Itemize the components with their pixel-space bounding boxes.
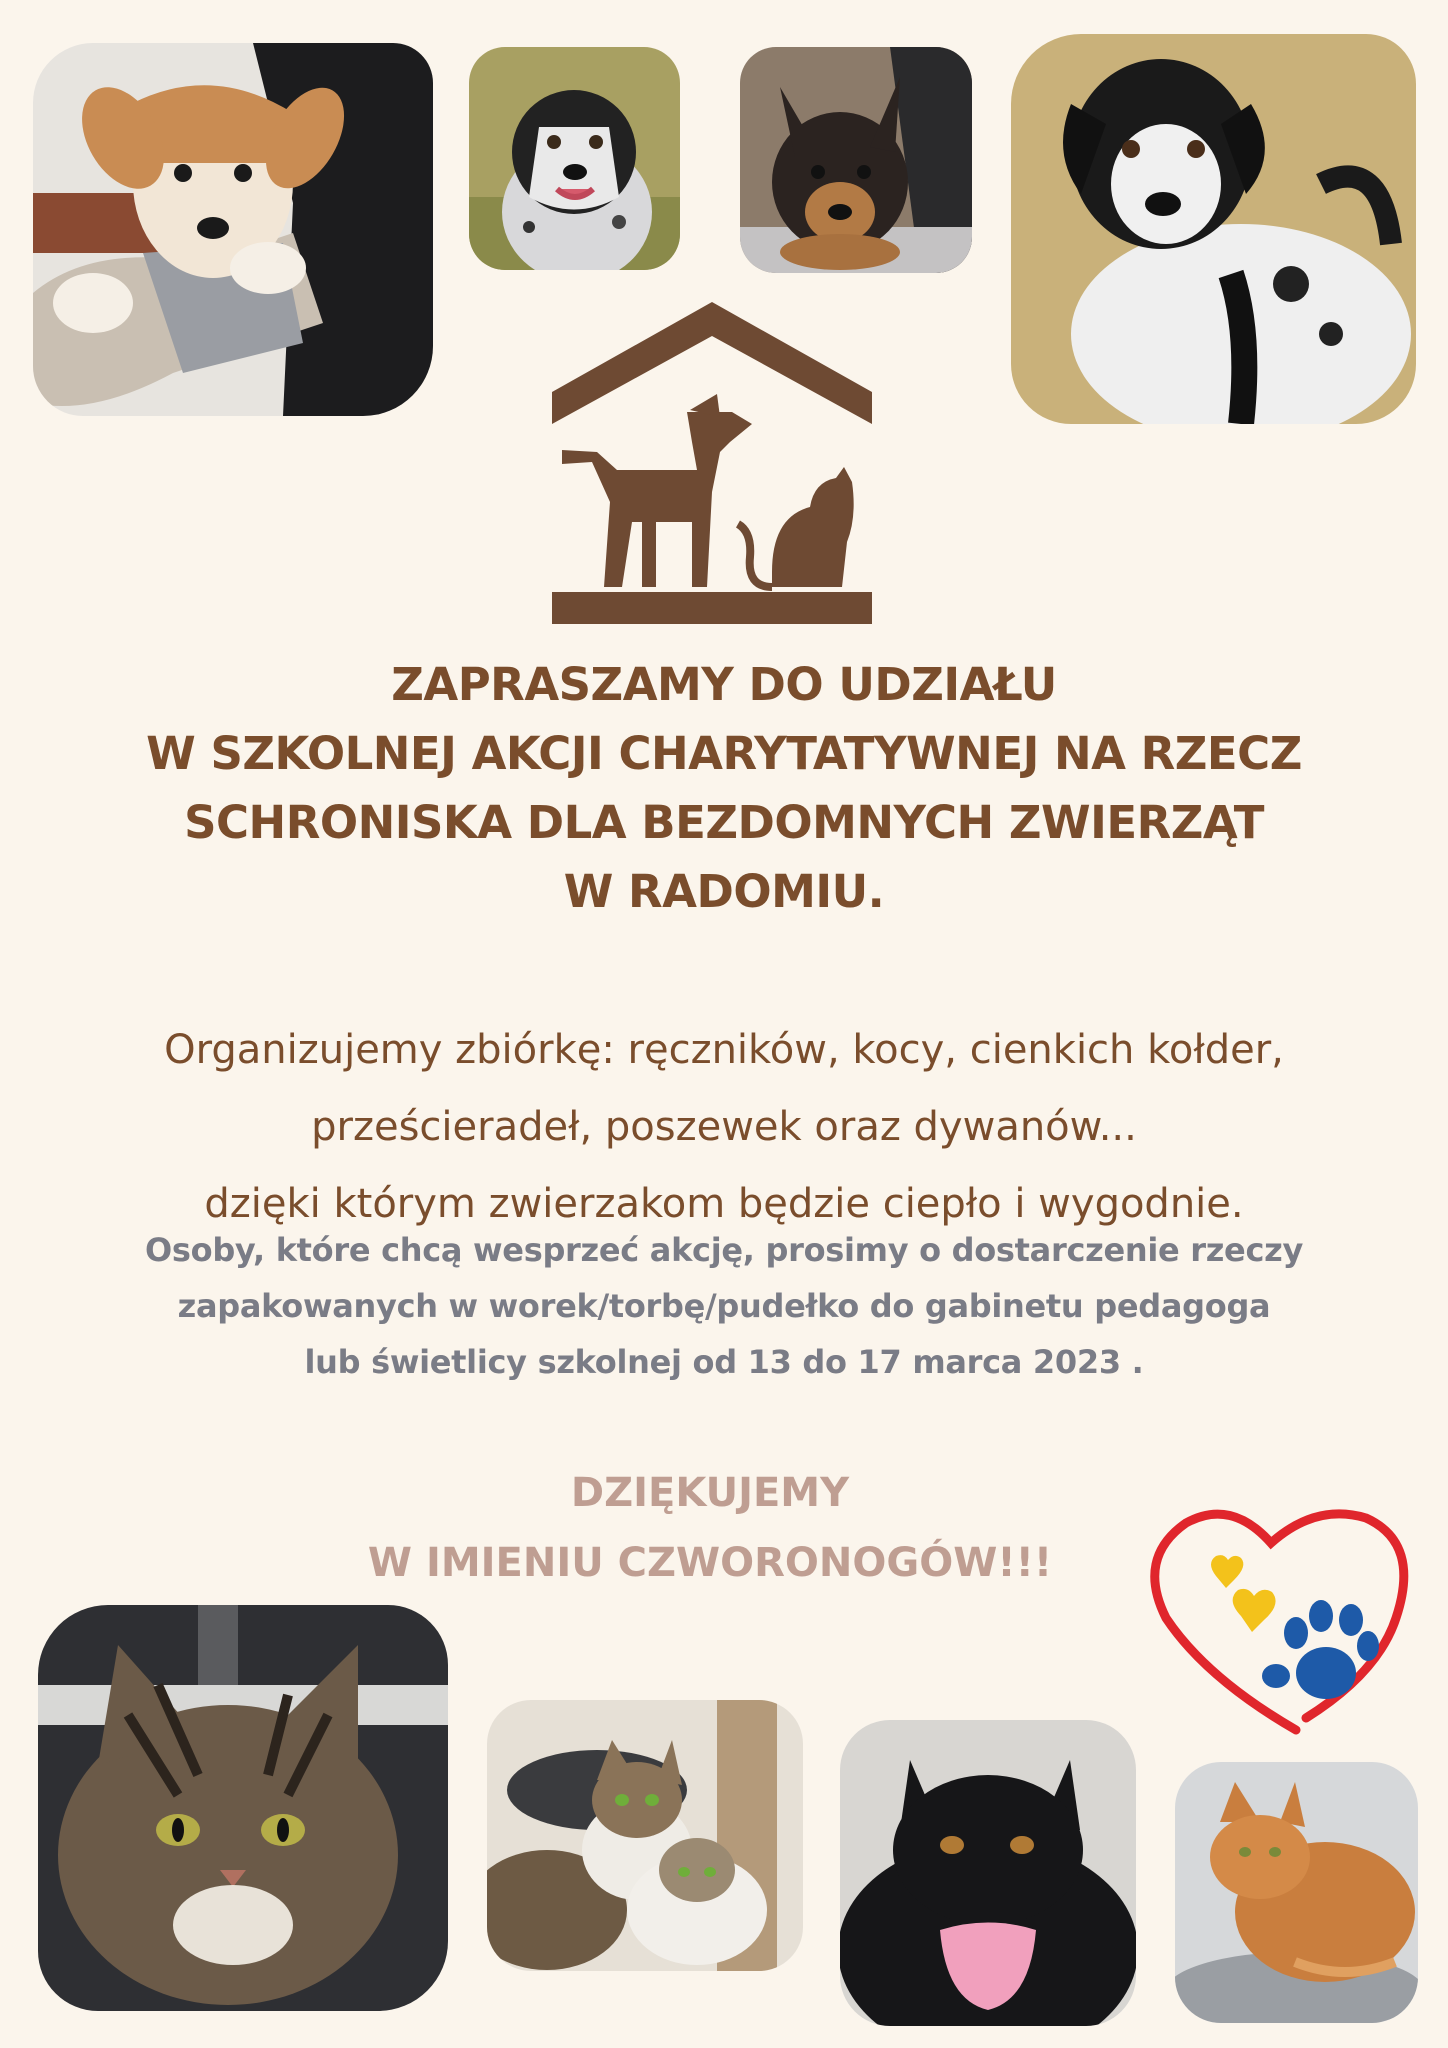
note-line: zapakowanych w worek/torbę/pudełko do gabinetu pedagoga bbox=[177, 1287, 1271, 1325]
merle-dog-image bbox=[469, 47, 680, 270]
body-line: Organizujemy zbiórkę: ręczników, kocy, cienkich kołder, bbox=[164, 1027, 1284, 1073]
delivery-instructions bbox=[0, 1222, 1448, 1390]
heading-line: W RADOMIU. bbox=[563, 865, 885, 918]
body-line: prześcieradeł, poszewek oraz dywanów... bbox=[311, 1104, 1137, 1150]
photo-ginger-cat bbox=[1175, 1762, 1418, 2023]
puppy-image bbox=[33, 43, 433, 416]
ginger-cat-image bbox=[1175, 1762, 1418, 2023]
tabby-cat-image bbox=[38, 1605, 448, 2011]
black-cat-image bbox=[840, 1720, 1136, 2026]
note-line: Osoby, które chcą wesprzeć akcję, prosimy o dostarczenie rzeczy bbox=[144, 1231, 1304, 1269]
body-line: dzięki którym zwierzakom będzie ciepło i wygodnie. bbox=[204, 1181, 1244, 1227]
photo-shepherd-puppy bbox=[740, 47, 972, 273]
photo-tabby-cat bbox=[38, 1605, 448, 2011]
thanks-line: W IMIENIU CZWORONOGÓW!!! bbox=[367, 1540, 1053, 1586]
thanks-message bbox=[360, 1458, 1060, 1598]
note-line: lub świetlicy szkolnej od 13 do 17 marca 2023 . bbox=[304, 1343, 1144, 1381]
shepherd-puppy-image bbox=[740, 47, 972, 273]
spotted-dog-image bbox=[1011, 34, 1416, 424]
heading-line: W SZKOLNEJ AKCJI CHARYTATYWNEJ NA RZECZ bbox=[146, 727, 1302, 780]
heading-line: ZAPRASZAMY DO UDZIAŁU bbox=[391, 658, 1057, 711]
photo-spotted-dog bbox=[1011, 34, 1416, 424]
collection-description bbox=[0, 1012, 1448, 1243]
heading-line: SCHRONISKA DLA BEZDOMNYCH ZWIERZĄT bbox=[184, 796, 1264, 849]
heart-paw-icon bbox=[1146, 1508, 1416, 1736]
thanks-line: DZIĘKUJEMY bbox=[570, 1470, 850, 1516]
photo-two-cats bbox=[487, 1700, 803, 1971]
two-cats-image bbox=[487, 1700, 803, 1971]
photo-black-cat bbox=[840, 1720, 1136, 2026]
photo-merle-dog bbox=[469, 47, 680, 270]
page-title bbox=[0, 650, 1448, 926]
photo-puppy-held bbox=[33, 43, 433, 416]
house-dog-cat-icon bbox=[552, 302, 872, 624]
